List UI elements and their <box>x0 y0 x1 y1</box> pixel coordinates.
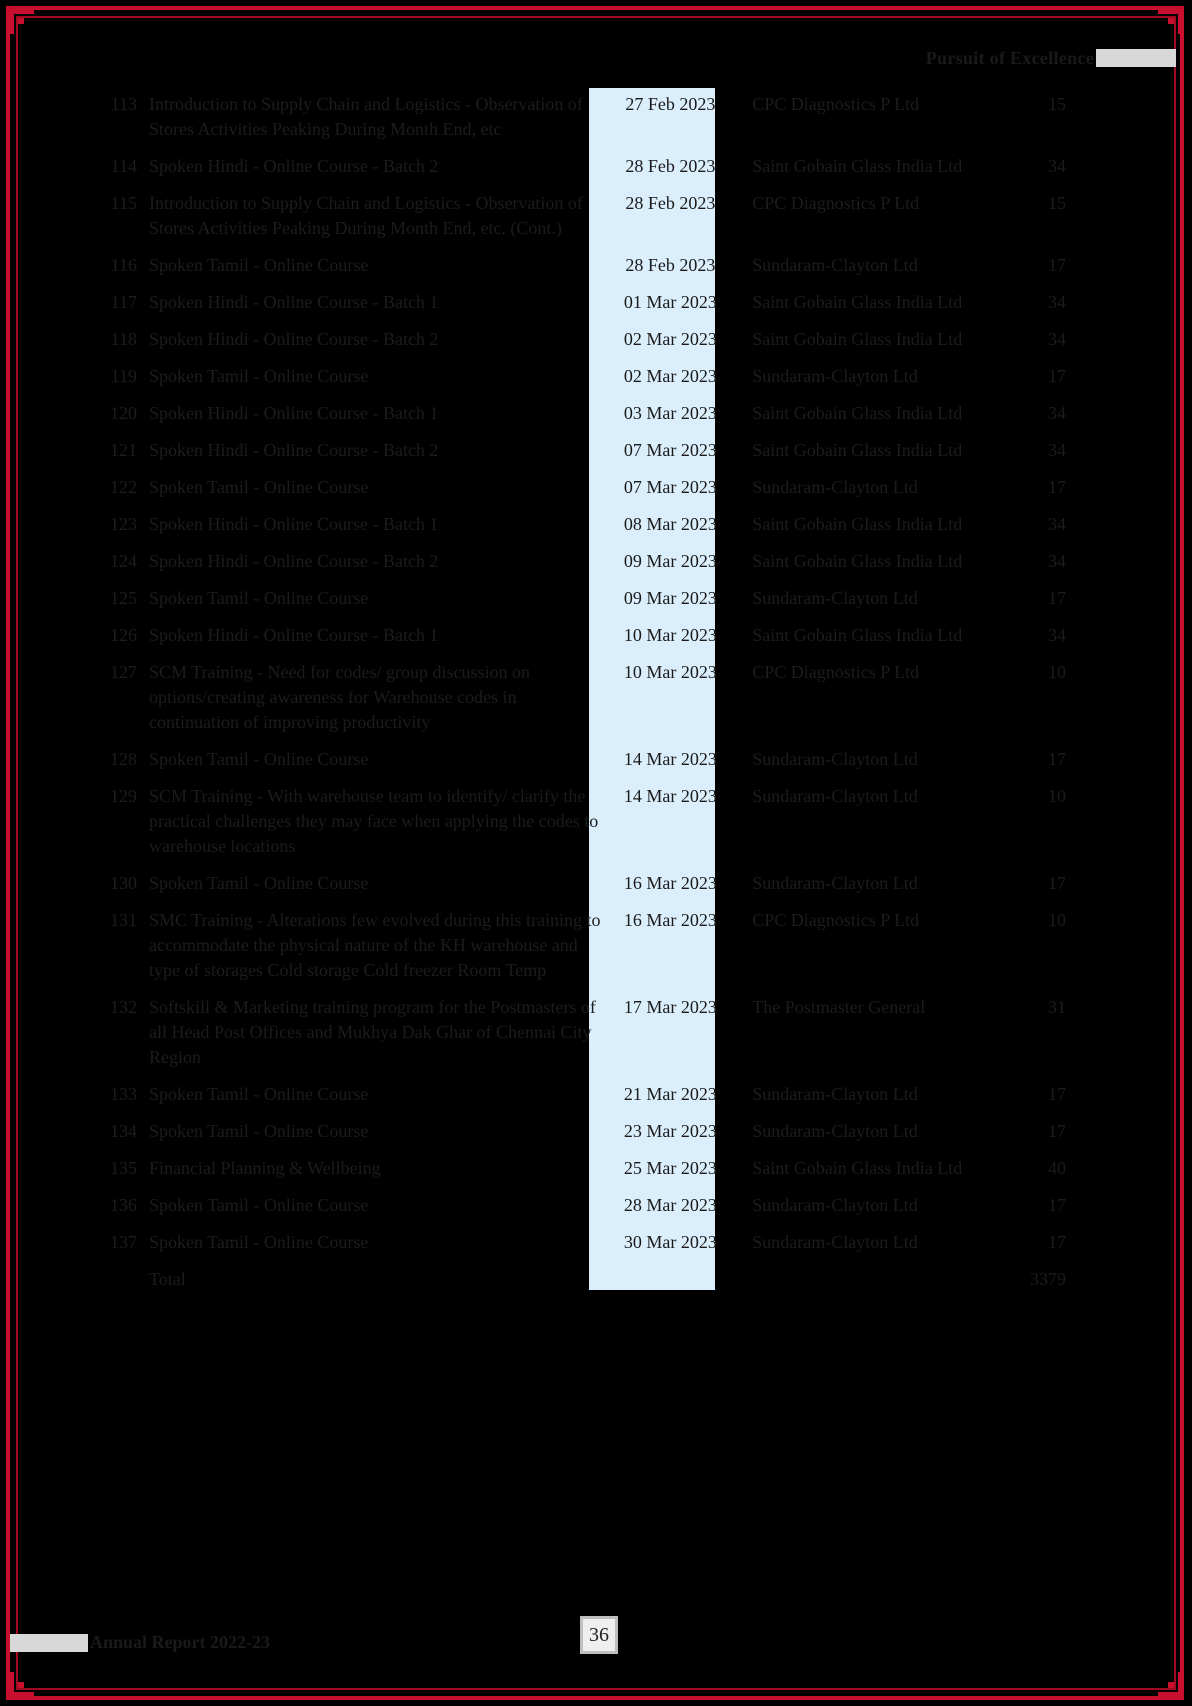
table-row <box>86 253 1066 290</box>
client-name: Sundaram-Clayton Ltd <box>752 749 918 769</box>
programme-date: 16 Mar 2023 <box>623 910 717 930</box>
programme-name: Spoken Hindi - Online Course - Batch 2 <box>148 329 439 349</box>
programme-date: 21 Mar 2023 <box>623 1084 717 1104</box>
programme-name: SCM Training - Need for codes/ group discussion on options/creating awareness for Warehouse codes in continuation of improving productivity <box>148 662 530 732</box>
row-number: 131 <box>109 910 137 930</box>
participant-count: 17 <box>1048 366 1066 386</box>
programme-name: Spoken Tamil - Online Course <box>148 1232 369 1252</box>
client-name: Saint Gobain Glass India Ltd <box>752 440 963 460</box>
client-name: Sundaram-Clayton Ltd <box>752 1195 918 1215</box>
table-row <box>86 1082 1066 1119</box>
programme-name: Introduction to Supply Chain and Logistics - Observation of Stores Activities Peaking During Month End, etc <box>148 94 583 139</box>
client-name: Saint Gobain Glass India Ltd <box>752 156 963 176</box>
client-name: Sundaram-Clayton Ltd <box>752 366 918 386</box>
participant-count: 31 <box>1048 997 1066 1017</box>
participant-count: 34 <box>1048 551 1066 571</box>
footer-bar <box>10 1634 88 1652</box>
participant-count: 34 <box>1048 514 1066 534</box>
programme-name: SCM Training - With warehouse team to identify/ clarify the practical challenges they may face when applying the codes to warehouse locations <box>148 786 599 856</box>
row-number: 137 <box>109 1232 137 1252</box>
participant-count: 17 <box>1048 1121 1066 1141</box>
programme-name: Spoken Hindi - Online Course - Batch 1 <box>148 625 439 645</box>
table-row <box>86 586 1066 623</box>
table-row <box>86 784 1066 871</box>
participant-count: 10 <box>1048 786 1066 806</box>
table-row <box>86 191 1066 253</box>
programme-date: 16 Mar 2023 <box>623 873 717 893</box>
participant-count: 17 <box>1048 477 1066 497</box>
programme-date: 09 Mar 2023 <box>623 551 717 571</box>
table-body <box>86 92 1066 1267</box>
report-title: Annual Report 2022-23 <box>90 1632 271 1652</box>
total-label: Total <box>148 1269 186 1289</box>
participant-count: 34 <box>1048 403 1066 423</box>
client-name: Sundaram-Clayton Ltd <box>752 255 918 275</box>
participant-count: 34 <box>1048 625 1066 645</box>
programme-date: 14 Mar 2023 <box>623 786 717 806</box>
programme-date: 14 Mar 2023 <box>623 749 717 769</box>
programme-name: Softskill & Marketing training program for the Postmasters of all Head Post Offices and Mukhya Dak Ghar of Chennai City Region <box>148 997 596 1067</box>
row-number: 122 <box>109 477 137 497</box>
row-number: 119 <box>110 366 137 386</box>
table-row <box>86 475 1066 512</box>
client-name: The Postmaster General <box>752 997 926 1017</box>
row-number: 129 <box>109 786 137 806</box>
row-number: 120 <box>109 403 137 423</box>
row-number: 124 <box>109 551 137 571</box>
table-row <box>86 327 1066 364</box>
client-name: CPC Diagnostics P Ltd <box>752 193 920 213</box>
row-number: 136 <box>109 1195 137 1215</box>
programme-name: Spoken Tamil - Online Course <box>148 477 369 497</box>
programme-name: Spoken Hindi - Online Course - Batch 2 <box>148 440 439 460</box>
client-name: Saint Gobain Glass India Ltd <box>752 403 963 423</box>
participant-count: 15 <box>1048 193 1066 213</box>
client-name: Sundaram-Clayton Ltd <box>752 786 918 806</box>
programme-date: 27 Feb 2023 <box>625 94 716 114</box>
participant-count: 17 <box>1048 1084 1066 1104</box>
programme-date: 30 Mar 2023 <box>623 1232 717 1252</box>
table-row <box>86 623 1066 660</box>
table-row <box>86 908 1066 995</box>
programme-date: 02 Mar 2023 <box>623 366 717 386</box>
programme-name: Spoken Hindi - Online Course - Batch 2 <box>148 156 439 176</box>
total-row <box>86 1267 1066 1292</box>
programme-date: 07 Mar 2023 <box>623 440 717 460</box>
row-number: 117 <box>110 292 137 312</box>
corner-ornament-icon <box>1156 1670 1186 1700</box>
programme-name: Spoken Tamil - Online Course <box>148 588 369 608</box>
section-title: Pursuit of Excellence <box>925 47 1094 68</box>
row-number: 134 <box>109 1121 137 1141</box>
participant-count: 10 <box>1048 662 1066 682</box>
row-number: 125 <box>109 588 137 608</box>
programme-name: Spoken Tamil - Online Course <box>148 366 369 386</box>
programme-name: Spoken Hindi - Online Course - Batch 1 <box>148 292 439 312</box>
participant-count: 34 <box>1048 440 1066 460</box>
row-number: 128 <box>109 749 137 769</box>
table-row <box>86 154 1066 191</box>
client-name: Saint Gobain Glass India Ltd <box>752 551 963 571</box>
client-name: Sundaram-Clayton Ltd <box>752 873 918 893</box>
table-row <box>86 549 1066 586</box>
row-number: 135 <box>109 1158 137 1178</box>
client-name: Sundaram-Clayton Ltd <box>752 1121 918 1141</box>
participant-count: 17 <box>1048 749 1066 769</box>
participant-count: 15 <box>1048 94 1066 114</box>
corner-ornament-icon <box>6 1670 36 1700</box>
client-name: Sundaram-Clayton Ltd <box>752 1232 918 1252</box>
programme-date: 08 Mar 2023 <box>623 514 717 534</box>
total-client-cell <box>736 1267 1016 1292</box>
programme-date: 25 Mar 2023 <box>623 1158 717 1178</box>
programme-date: 02 Mar 2023 <box>623 329 717 349</box>
client-name: Saint Gobain Glass India Ltd <box>752 1158 963 1178</box>
client-name: Saint Gobain Glass India Ltd <box>752 514 963 534</box>
corner-ornament-icon <box>1156 6 1186 36</box>
programme-name: Financial Planning & Wellbeing <box>148 1158 381 1178</box>
table-row <box>86 1193 1066 1230</box>
row-number: 118 <box>110 329 137 349</box>
programme-date: 10 Mar 2023 <box>623 625 717 645</box>
row-number: 126 <box>109 625 137 645</box>
table-row <box>86 438 1066 475</box>
footer-report <box>10 1632 270 1653</box>
programme-date: 03 Mar 2023 <box>623 403 717 423</box>
client-name: Saint Gobain Glass India Ltd <box>752 625 963 645</box>
programme-name: Spoken Tamil - Online Course <box>148 873 369 893</box>
total-value: 3379 <box>1030 1269 1066 1289</box>
programme-name: Introduction to Supply Chain and Logistics - Observation of Stores Activities Peaking During Month End, etc. (Cont.) <box>148 193 583 238</box>
client-name: CPC Diagnostics P Ltd <box>752 662 920 682</box>
programme-name: Spoken Hindi - Online Course - Batch 1 <box>148 514 439 534</box>
table-row <box>86 1230 1066 1267</box>
row-number: 127 <box>109 662 137 682</box>
programme-name: Spoken Tamil - Online Course <box>148 1121 369 1141</box>
table-row <box>86 290 1066 327</box>
row-number: 113 <box>110 94 137 114</box>
table-row <box>86 1156 1066 1193</box>
client-name: CPC Diagnostics P Ltd <box>752 94 920 114</box>
programme-table <box>86 92 1066 1292</box>
programme-date: 10 Mar 2023 <box>623 662 717 682</box>
participant-count: 10 <box>1048 910 1066 930</box>
programme-name: Spoken Hindi - Online Course - Batch 2 <box>148 551 439 571</box>
row-number: 116 <box>110 255 137 275</box>
row-number: 121 <box>109 440 137 460</box>
participant-count: 17 <box>1048 1195 1066 1215</box>
table-row <box>86 995 1066 1082</box>
table-row <box>86 401 1066 438</box>
corner-ornament-icon <box>6 6 36 36</box>
participant-count: 34 <box>1048 329 1066 349</box>
programme-date: 28 Mar 2023 <box>623 1195 717 1215</box>
programme-date: 23 Mar 2023 <box>623 1121 717 1141</box>
participant-count: 17 <box>1048 1232 1066 1252</box>
participant-count: 34 <box>1048 292 1066 312</box>
row-number: 132 <box>109 997 137 1017</box>
client-name: Sundaram-Clayton Ltd <box>752 1084 918 1104</box>
total-date-cell <box>604 1267 736 1292</box>
programme-name: Spoken Tamil - Online Course <box>148 1195 369 1215</box>
programme-name: Spoken Tamil - Online Course <box>148 255 369 275</box>
client-name: Saint Gobain Glass India Ltd <box>752 329 963 349</box>
client-name: CPC Diagnostics P Ltd <box>752 910 920 930</box>
section-header <box>926 48 1176 68</box>
programme-date: 09 Mar 2023 <box>623 588 717 608</box>
programme-date: 28 Feb 2023 <box>625 255 716 275</box>
client-name: Saint Gobain Glass India Ltd <box>752 292 963 312</box>
client-name: Sundaram-Clayton Ltd <box>752 477 918 497</box>
programme-name: Spoken Tamil - Online Course <box>148 1084 369 1104</box>
row-number: 114 <box>110 156 137 176</box>
participant-count: 40 <box>1048 1158 1066 1178</box>
table-row <box>86 747 1066 784</box>
row-number: 133 <box>109 1084 137 1104</box>
table-row <box>86 1119 1066 1156</box>
page-number: 36 <box>580 1616 618 1654</box>
table-row <box>86 364 1066 401</box>
programme-date: 07 Mar 2023 <box>623 477 717 497</box>
table-row <box>86 660 1066 747</box>
table-row <box>86 512 1066 549</box>
participant-count: 17 <box>1048 588 1066 608</box>
programme-name: Spoken Tamil - Online Course <box>148 749 369 769</box>
programme-date: 01 Mar 2023 <box>623 292 717 312</box>
programme-date: 28 Feb 2023 <box>625 193 716 213</box>
participant-count: 34 <box>1048 156 1066 176</box>
programme-date: 17 Mar 2023 <box>623 997 717 1017</box>
row-number: 115 <box>110 193 137 213</box>
total-no-cell <box>86 1267 149 1292</box>
programme-date: 28 Feb 2023 <box>625 156 716 176</box>
header-bar <box>1096 49 1176 67</box>
participant-count: 17 <box>1048 873 1066 893</box>
participant-count: 17 <box>1048 255 1066 275</box>
client-name: Sundaram-Clayton Ltd <box>752 588 918 608</box>
row-number: 130 <box>109 873 137 893</box>
programme-name: Spoken Hindi - Online Course - Batch 1 <box>148 403 439 423</box>
table-row <box>86 871 1066 908</box>
programme-name: SMC Training - Alterations few evolved during this training to accommodate the physical nature of the KH warehouse and type of storages Cold storage Cold freezer Room Temp <box>148 910 601 980</box>
table-row <box>86 92 1066 154</box>
row-number: 123 <box>109 514 137 534</box>
